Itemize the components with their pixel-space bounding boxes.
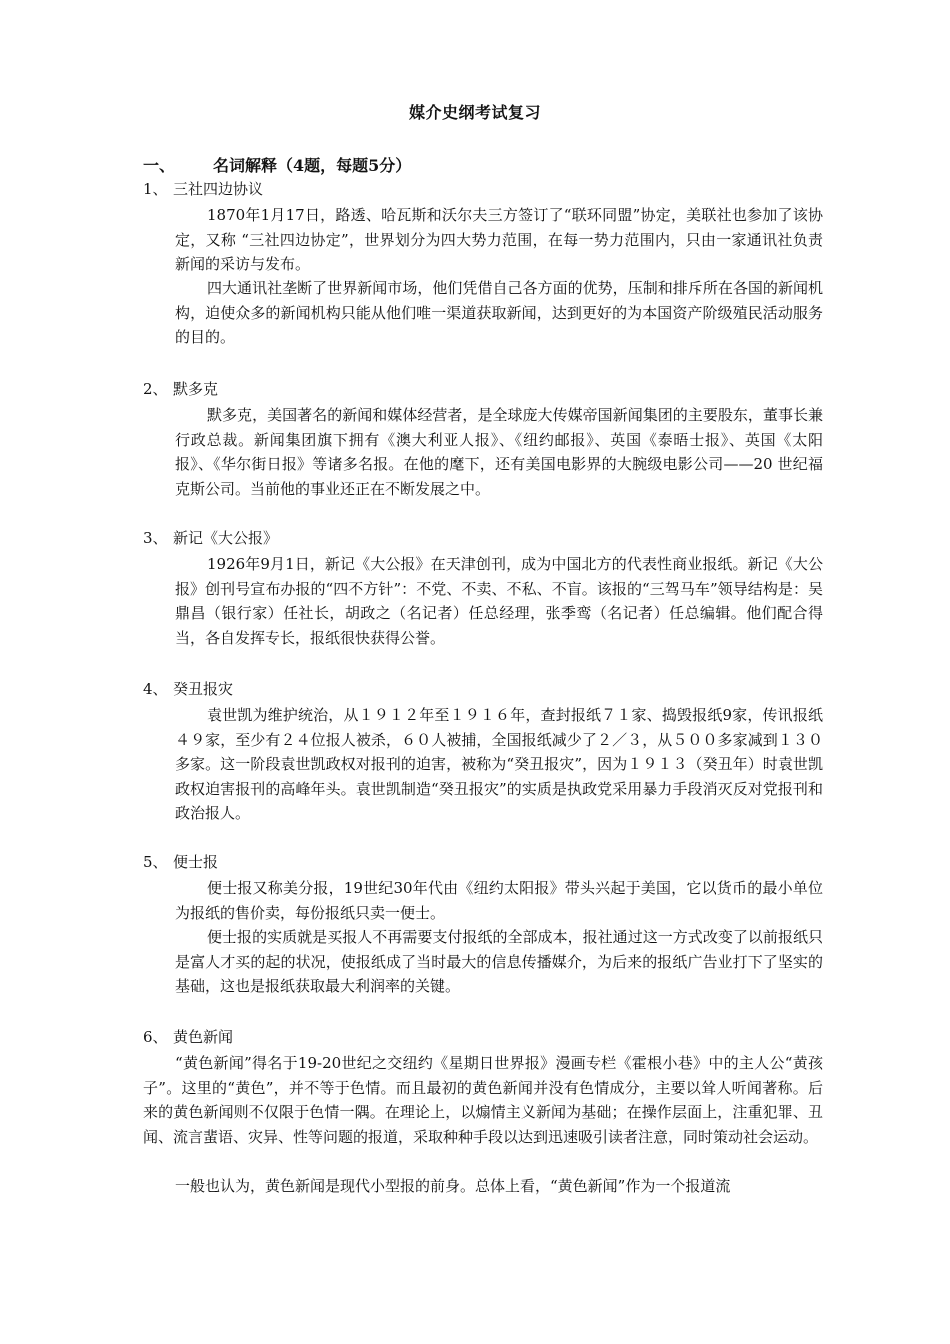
term-paragraph: 四大通讯社垄断了世界新闻市场，他们凭借自己各方面的优势，压制和排斥所在各国的新闻机构，迫使众多的新闻机构只能从他们唯一渠道获取新闻，达到更好的为本国资产阶级殖民活动服务的目的。 (175, 279, 823, 346)
term-heading (143, 678, 233, 699)
term-index: 3、 (143, 529, 168, 547)
term-index: 2、 (143, 380, 168, 398)
section-number: 一、 (143, 156, 176, 175)
term-heading (143, 851, 218, 872)
term-heading (143, 378, 218, 399)
term-heading (143, 178, 263, 199)
term-index: 6、 (143, 1028, 168, 1046)
term-heading (143, 527, 278, 548)
term-paragraph: 默多克，美国著名的新闻和媒体经营者，是全球庞大传媒帝国新闻集团的主要股东，董事长兼行政总裁。新闻集团旗下拥有《澳大利亚人报》、《纽约邮报》、英国《泰晤士报》、英国《太阳报》、《华尔街日报》等诸多名报。在他的麾下，还有美国电影界的大腕级电影公司——20 世纪福克斯公司。当前他的事业还正在不断发展之中。 (175, 406, 823, 498)
document-title: 媒介史纲考试复习 (408, 103, 541, 122)
term-name: 便士报 (173, 853, 219, 871)
section-heading-text: 名词解释（4题，每题5分） (213, 156, 412, 175)
term-paragraph: 一般也认为，黄色新闻是现代小型报的前身。总体上看，“黄色新闻”作为一个报道流 (175, 1177, 731, 1195)
term-name: 三社四边协议 (173, 180, 264, 198)
term-name: 新记《大公报》 (173, 529, 279, 547)
section-heading (143, 153, 411, 176)
term-paragraph: 便士报又称美分报，19世纪30年代由《纽约太阳报》带头兴起于美国，它以货币的最小单位为报纸的售价卖，每份报纸只卖一便士。 (175, 879, 823, 922)
term-index: 5、 (143, 853, 168, 871)
term-index: 4、 (143, 680, 168, 698)
term-paragraph: “黄色新闻”得名于19-20世纪之交纽约《星期日世界报》漫画专栏《霍根小巷》中的主人公“黄孩子”。这里的“黄色”，并不等于色情。而且最初的黄色新闻并没有色情成分，主要以耸人听闻著称。后来的黄色新闻则不仅限于色情一隅。在理论上，以煽情主义新闻为基础；在操作层面上，注重犯罪、丑闻、流言蜚语、灾异、性等问题的报道，采取种种手段以达到迅速吸引读者注意，同时策动社会运动。 (143, 1054, 823, 1146)
term-paragraph: 袁世凯为维护统治，从１９１２年至１９１６年，查封报纸７１家、捣毁报纸9家，传讯报纸４９家，至少有２４位报人被杀，６０人被捕，全国报纸减少了２／３，从５００多家减到１３０多家。这一阶段袁世凯政权对报刊的迫害，被称为“癸丑报灾”，因为１９１３（癸丑年）时袁世凯政权迫害报刊的高峰年头。袁世凯制造“癸丑报灾”的实质是执政党采用暴力手段消灭反对党报刊和政治报人。 (175, 706, 823, 822)
term-name: 黄色新闻 (173, 1028, 234, 1046)
term-name: 癸丑报灾 (173, 680, 234, 698)
term-paragraph: 1870年1月17日，路透、哈瓦斯和沃尔夫三方签订了“联环同盟”协定，美联社也参加了该协定，又称 “三社四边协定”，世界划分为四大势力范围，在每一势力范围内，只由一家通讯社负责新闻的采访与发布。 (175, 206, 823, 273)
term-paragraph: 1926年9月1日，新记《大公报》在天津创刊，成为中国北方的代表性商业报纸。新记《大公报》创刊号宣布办报的“四不方针”：不党、不卖、不私、不盲。该报的“三驾马车”领导结构是：吴鼎昌（银行家）任社长，胡政之（名记者）任总经理，张季鸾（名记者）任总编辑。他们配合得当，各自发挥专长，报纸很快获得公誉。 (175, 555, 823, 647)
term-name: 默多克 (173, 380, 219, 398)
term-paragraph: 便士报的实质就是买报人不再需要支付报纸的全部成本，报社通过这一方式改变了以前报纸只是富人才买的起的状况，使报纸成了当时最大的信息传播媒介，为后来的报纸广告业打下了坚实的基础，这也是报纸获取最大利润率的关键。 (175, 928, 823, 995)
term-index: 1、 (143, 180, 168, 198)
term-heading (143, 1026, 233, 1047)
